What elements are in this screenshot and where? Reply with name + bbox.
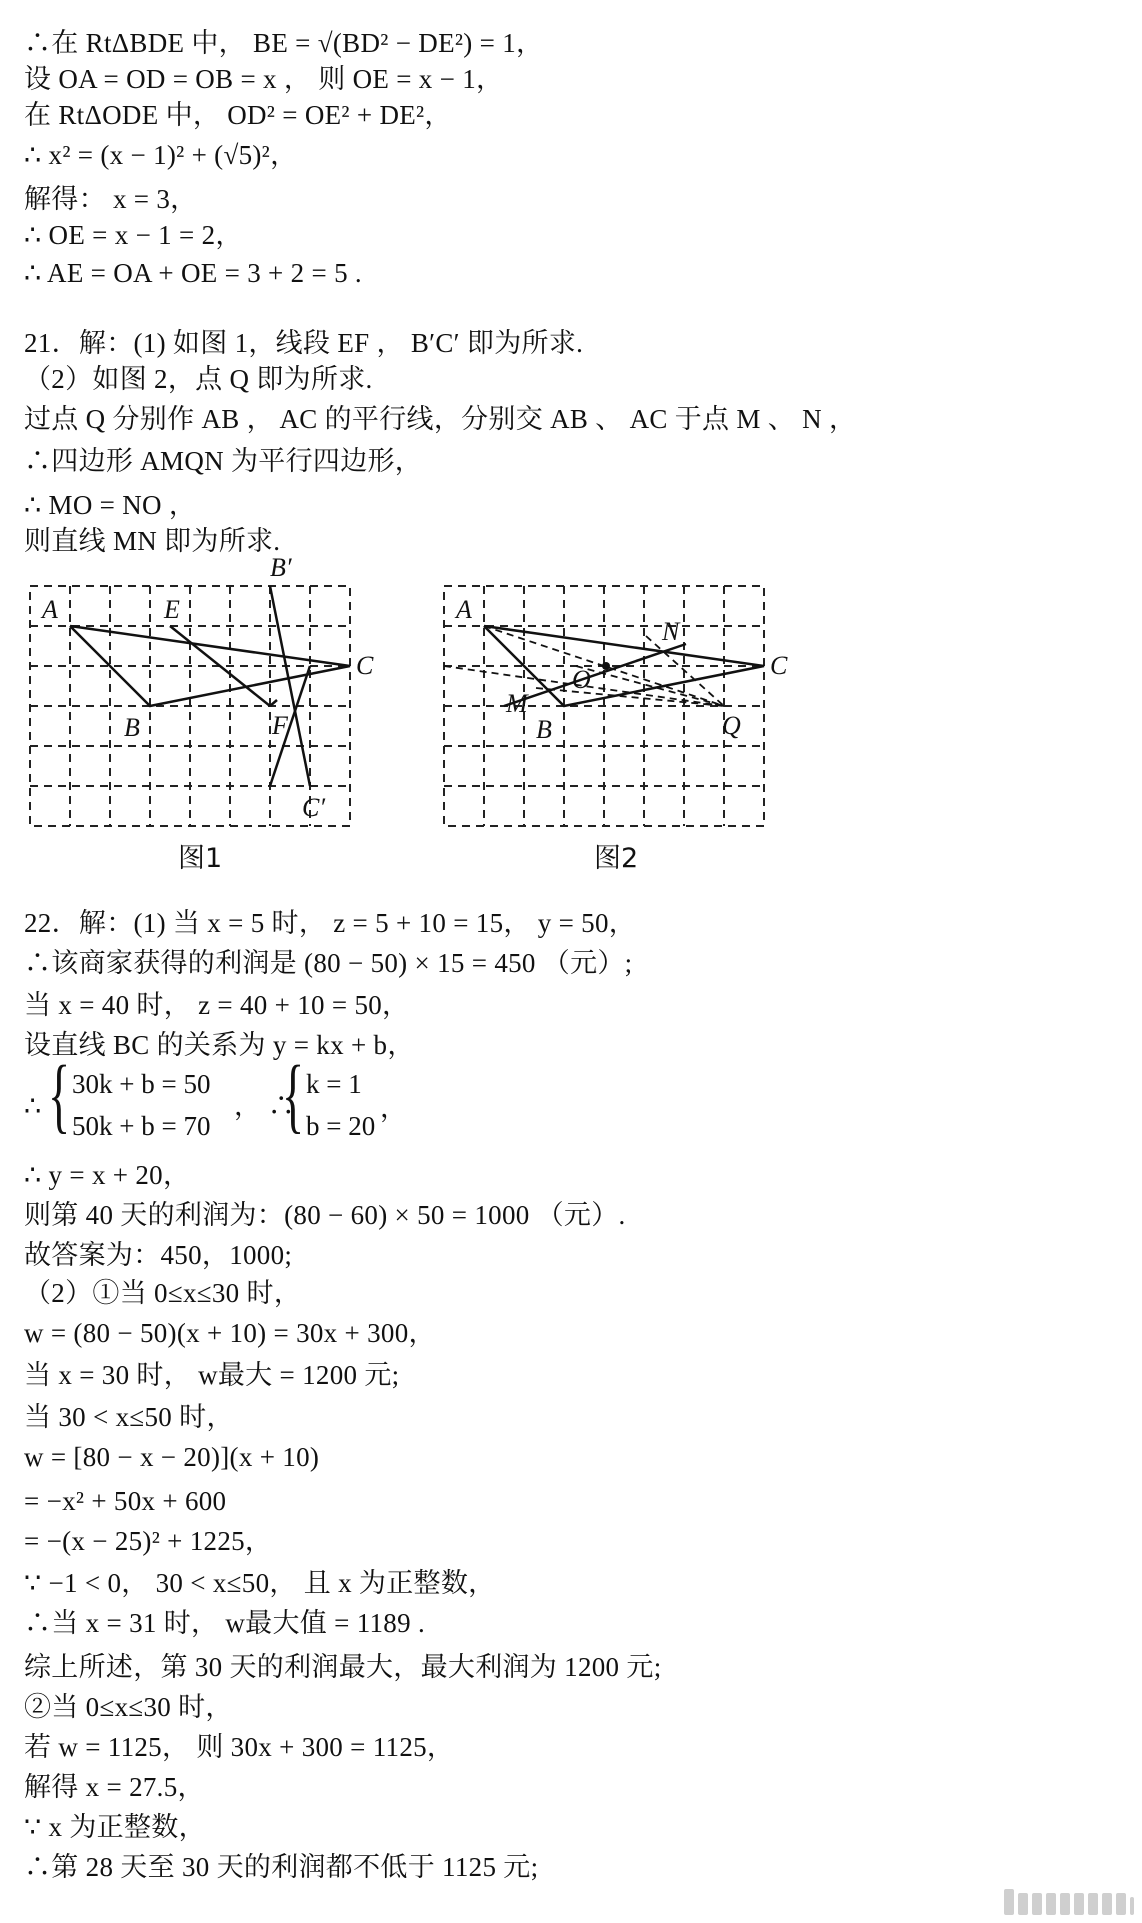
text-line: ∴ MO = NO ，: [24, 490, 197, 520]
text-line: = −x² + 50x + 600: [24, 1486, 227, 1516]
text-line: ∴ x² = (x − 1)² + (√5)²，: [24, 140, 298, 170]
label-C: C: [770, 651, 788, 680]
figure-2: [436, 540, 796, 840]
figure-1-grid: [30, 586, 350, 826]
label-Q: Q: [722, 711, 741, 740]
label-N: N: [662, 617, 680, 646]
text-line: w = (80 − 50)(x + 10) = 30x + 300，: [24, 1318, 436, 1348]
label-C-prime: C′: [302, 793, 326, 822]
label-O: O: [572, 665, 591, 694]
text-line: 若 w = 1125， 则 30x + 300 = 1125，: [24, 1732, 455, 1762]
text-line: ∴当 x = 31 时， w最大值 = 1189 .: [24, 1608, 426, 1638]
text-line: 则第 40 天的利润为：(80 − 60) × 50 = 1000 （元）.: [24, 1200, 626, 1230]
text-line: ∴ OE = x − 1 = 2，: [24, 220, 243, 250]
label-B: B: [536, 715, 552, 744]
text-line: 21．解：(1) 如图 1，线段 EF ， B′C′ 即为所求.: [24, 328, 584, 358]
text-line: ∴在 RtΔBDE 中， BE = √(BD² − DE²) = 1，: [24, 28, 544, 58]
text-line: ∴ AE = OA + OE = 3 + 2 = 5 .: [24, 258, 362, 288]
text-line: 过点 Q 分别作 AB ， AC 的平行线，分别交 AB 、 AC 于点 M 、 N ，: [24, 404, 857, 434]
text-line: 设 OA = OD = OB = x ， 则 OE = x − 1，: [24, 64, 504, 94]
label-M: M: [506, 689, 528, 718]
text-line: ∴第 28 天至 30 天的利润都不低于 1125 元;: [24, 1852, 539, 1882]
system-tail: ，: [380, 1093, 407, 1123]
system-eq2: 50k + b = 70: [72, 1111, 211, 1141]
text-line: ∵ x 为正整数，: [24, 1812, 206, 1842]
text-line: 当 x = 40 时， z = 40 + 10 = 50，: [24, 990, 410, 1020]
therefore-symbol: ∴: [24, 1091, 42, 1121]
text-line: 则直线 MN 即为所求.: [24, 526, 281, 556]
label-C: C: [356, 651, 374, 680]
text-line: w = [80 − x − 20)](x + 10): [24, 1442, 320, 1472]
text-line: ∴ y = x + 20，: [24, 1160, 191, 1190]
figure-2-caption: 图2: [594, 843, 639, 874]
text-line: 当 x = 30 时， w最大 = 1200 元;: [24, 1360, 400, 1390]
text-line: ②当 0≤x≤30 时，: [24, 1692, 233, 1722]
label-E: E: [164, 595, 180, 624]
text-line: （2）如图 2，点 Q 即为所求.: [24, 364, 373, 394]
text-line: 故答案为：450，1000;: [24, 1240, 293, 1270]
figure-1-caption: 图1: [178, 843, 223, 874]
text-line: 解得 x = 27.5，: [24, 1772, 205, 1802]
watermark-bars: [1004, 1889, 1134, 1915]
text-line: = −(x − 25)² + 1225，: [24, 1526, 273, 1556]
label-F: F: [272, 711, 288, 740]
text-line: ∴四边形 AMQN 为平行四边形，: [24, 446, 423, 476]
text-line: 综上所述，第 30 天的利润最大，最大利润为 1200 元;: [24, 1652, 662, 1682]
text-line: 当 30 < x≤50 时，: [24, 1402, 234, 1432]
label-A: A: [456, 595, 472, 624]
left-brace: {: [48, 1049, 71, 1142]
text-line: ∴该商家获得的利润是 (80 − 50) × 15 = 450 （元）;: [24, 948, 633, 978]
figure-1: [22, 540, 382, 840]
text-line: 解得： x = 3，: [24, 184, 198, 214]
solution-eq2: b = 20: [306, 1111, 376, 1141]
text-line: 22．解：(1) 当 x = 5 时， z = 5 + 10 = 15， y = 50，: [24, 908, 637, 938]
point-O: [602, 662, 610, 670]
text-line: 在 RtΔODE 中， OD² = OE² + DE²，: [24, 100, 452, 130]
label-B: B: [124, 713, 140, 742]
system-therefore: ， ∴: [234, 1091, 295, 1121]
right-brace: {: [282, 1049, 305, 1142]
label-B-prime: B′: [270, 553, 292, 582]
text-line: 设直线 BC 的关系为 y = kx + b，: [24, 1030, 415, 1060]
figure-1-lines: [70, 586, 350, 786]
text-line: ∵ −1 < 0， 30 < x≤50， 且 x 为正整数，: [24, 1568, 496, 1598]
solution-eq1: k = 1: [306, 1069, 362, 1099]
system-eq1: 30k + b = 50: [72, 1069, 211, 1099]
label-A: A: [42, 595, 58, 624]
text-line: （2）①当 0≤x≤30 时，: [24, 1278, 302, 1308]
